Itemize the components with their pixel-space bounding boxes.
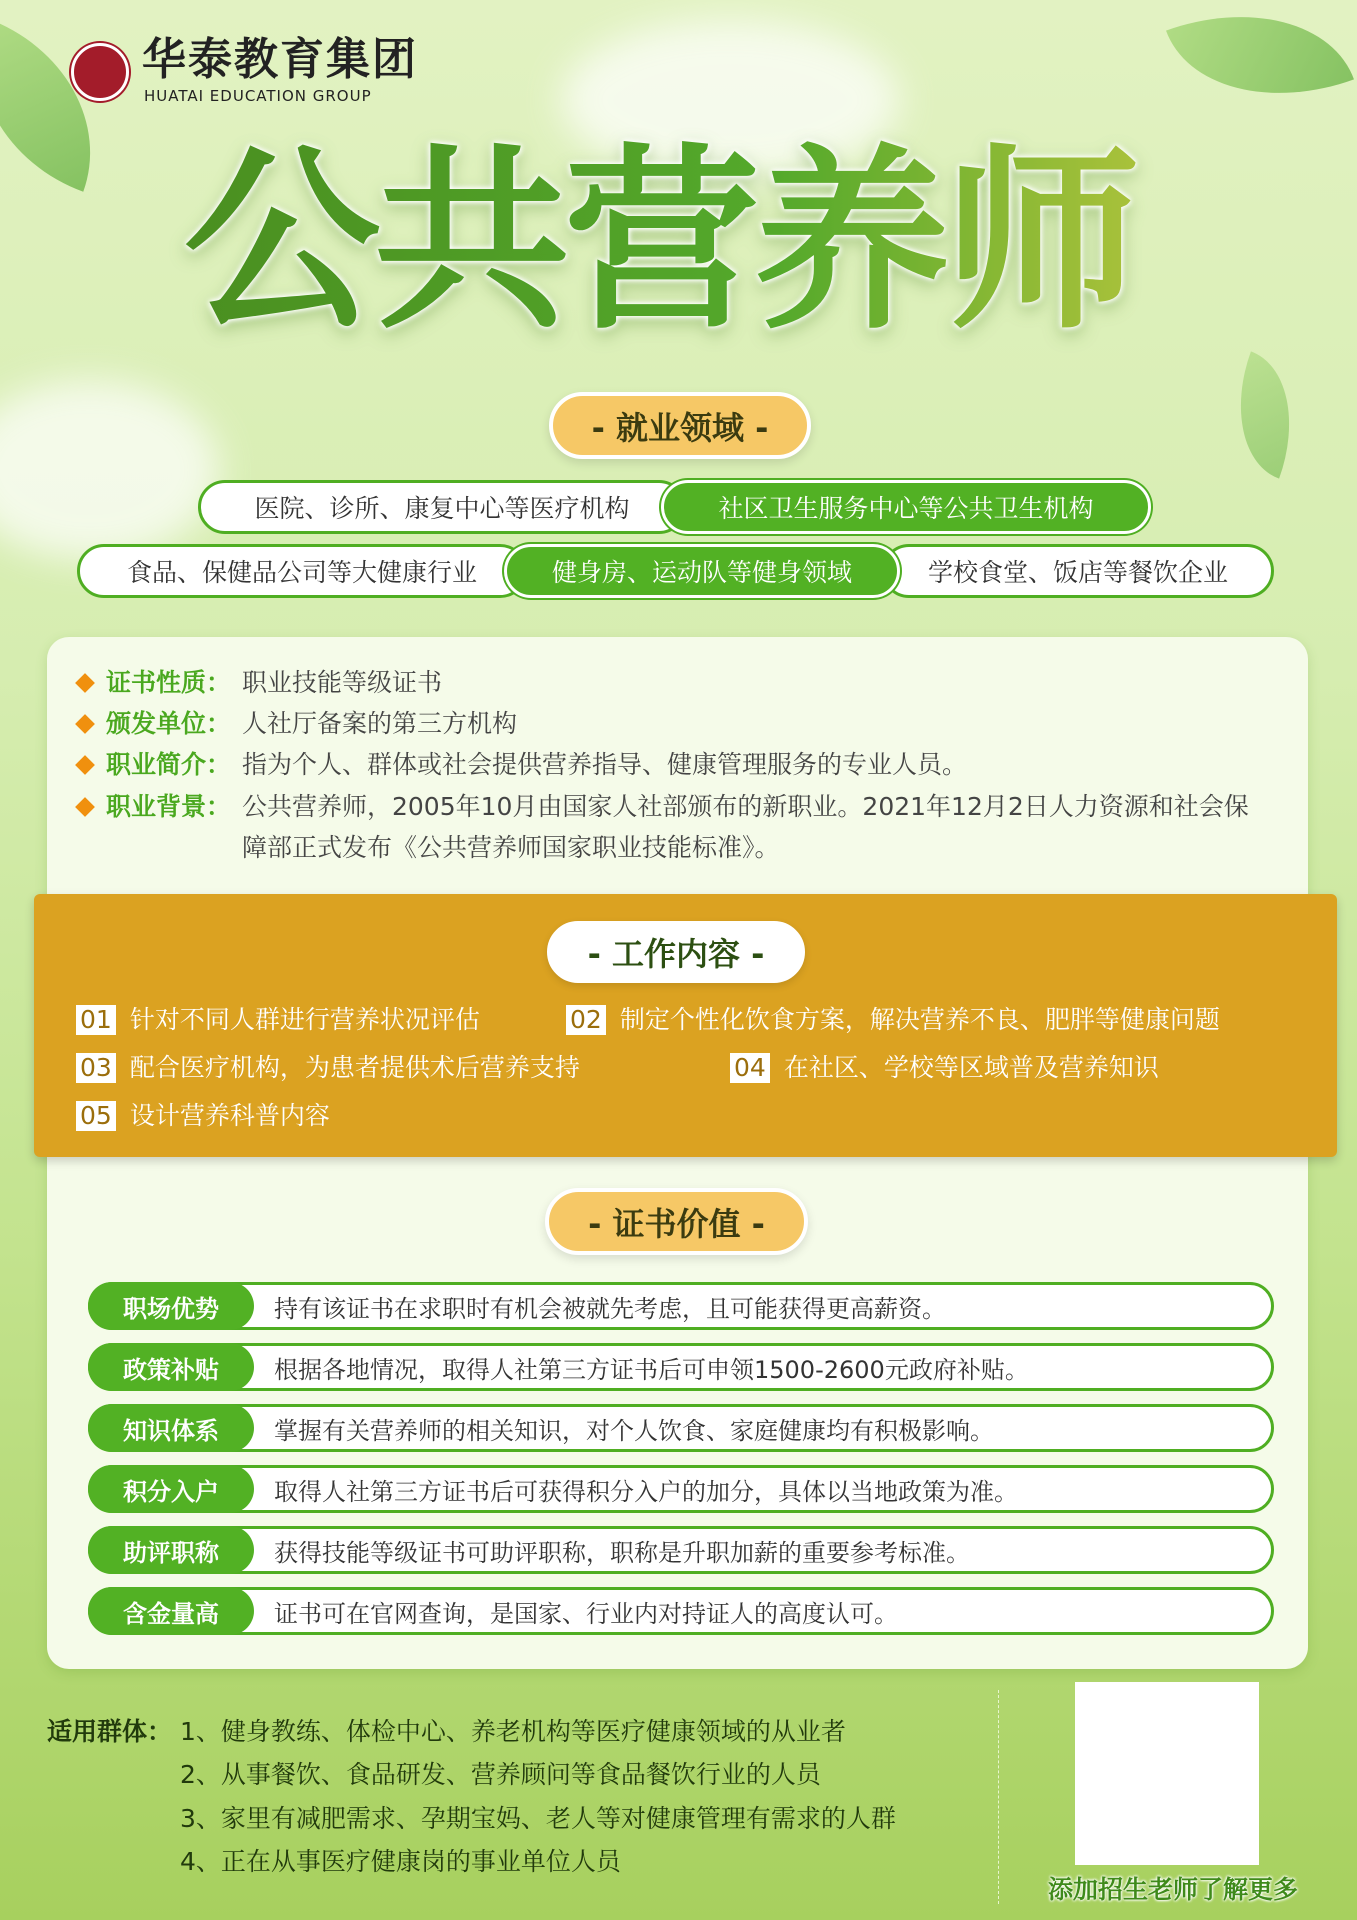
divider (998, 1690, 999, 1904)
audience-item: 2、从事餐饮、食品研发、营养顾问等食品餐饮行业的人员 (180, 1760, 821, 1789)
qr-caption: 添加招生老师了解更多 (1047, 1875, 1298, 1904)
value-text: 持有该证书在求职时有机会被就先考虑，且可能获得更高薪资。 (274, 1294, 946, 1323)
value-text: 根据各地情况，取得人社第三方证书后可申领1500-2600元政府补贴。 (274, 1355, 1029, 1384)
value-tag: 职场优势 (88, 1282, 254, 1330)
value-tag: 助评职称 (88, 1526, 254, 1574)
work-text: 制定个性化饮食方案，解决营养不良、肥胖等健康问题 (619, 1005, 1220, 1034)
work-num: 03 (76, 1053, 116, 1083)
info-label: 颁发单位： (106, 709, 232, 738)
brand-name: 华泰教育集团 (142, 34, 418, 85)
value-row (88, 1343, 1274, 1391)
cloud-decoration (0, 380, 220, 560)
qr-code[interactable] (1075, 1682, 1259, 1865)
audience-label: 适用群体： (47, 1717, 173, 1746)
leaf-decoration (1166, 0, 1354, 134)
info-value: 公共营养师，2005年10月由国家人社部颁布的新职业。2021年12月2日人力资源和社会保障部正式发布《公共营养师国家职业技能标准》。 (242, 792, 1249, 862)
value-text: 取得人社第三方证书后可获得积分入户的加分，具体以当地政策为准。 (274, 1477, 1018, 1506)
work-item (76, 1004, 480, 1036)
value-tag: 政策补贴 (88, 1343, 254, 1391)
work-num: 04 (730, 1053, 770, 1083)
diamond-icon (75, 673, 95, 693)
work-num: 05 (76, 1101, 116, 1131)
value-row (88, 1465, 1274, 1513)
work-item (76, 1100, 330, 1132)
value-row (88, 1587, 1274, 1635)
diamond-icon (75, 714, 95, 734)
field-pill: 食品、保健品公司等大健康行业 (77, 544, 527, 598)
info-value: 指为个人、群体或社会提供营养指导、健康管理服务的专业人员。 (242, 750, 968, 779)
brand-name-en: HUATAI EDUCATION GROUP (144, 87, 372, 105)
audience-item: 3、家里有减肥需求、孕期宝妈、老人等对健康管理有需求的人群 (180, 1804, 896, 1833)
work-item (566, 1004, 1220, 1036)
work-num: 01 (76, 1005, 116, 1035)
value-text: 掌握有关营养师的相关知识，对个人饮食、家庭健康均有积极影响。 (274, 1416, 994, 1445)
info-item (78, 703, 1272, 744)
employment-heading: - 就业领域 - (549, 392, 811, 459)
work-item (76, 1052, 580, 1084)
work-text: 针对不同人群进行营养状况评估 (129, 1005, 480, 1034)
work-heading: - 工作内容 - (547, 921, 805, 983)
value-row (88, 1404, 1274, 1452)
info-item (78, 786, 1272, 868)
value-row (88, 1526, 1274, 1574)
value-tag: 积分入户 (88, 1465, 254, 1513)
audience-item: 1、健身教练、体检中心、养老机构等医疗健康领域的从业者 (180, 1717, 846, 1746)
work-text: 设计营养科普内容 (129, 1101, 330, 1130)
value-text: 获得技能等级证书可助评职称，职称是升职加薪的重要参考标准。 (274, 1538, 970, 1567)
diamond-icon (75, 755, 95, 775)
value-heading: - 证书价值 - (545, 1188, 808, 1255)
info-label: 职业背景： (106, 792, 232, 821)
diamond-icon (75, 797, 95, 817)
info-label: 证书性质： (106, 668, 232, 697)
audience-item: 4、正在从事医疗健康岗的事业单位人员 (180, 1847, 621, 1876)
info-item (78, 662, 1272, 703)
field-pill: 学校食堂、饭店等餐饮企业 (882, 544, 1274, 598)
value-text: 证书可在官网查询，是国家、行业内对持证人的高度认可。 (274, 1599, 898, 1628)
value-tag: 知识体系 (88, 1404, 254, 1452)
field-pill: 健身房、运动队等健身领域 (504, 544, 900, 598)
value-row (88, 1282, 1274, 1330)
work-text: 配合医疗机构，为患者提供术后营养支持 (129, 1053, 580, 1082)
field-pill: 社区卫生服务中心等公共卫生机构 (661, 480, 1151, 534)
info-label: 职业简介： (106, 750, 232, 779)
work-num: 02 (566, 1005, 606, 1035)
info-item (78, 744, 1272, 785)
work-item (730, 1052, 1159, 1084)
work-text: 在社区、学校等区域普及营养知识 (783, 1053, 1159, 1082)
info-value: 人社厅备案的第三方机构 (242, 709, 518, 738)
logo-icon (71, 43, 129, 101)
field-pill: 医院、诊所、康复中心等医疗机构 (198, 480, 686, 534)
page-title: 公共营养师 (184, 130, 1174, 354)
info-value: 职业技能等级证书 (242, 668, 443, 697)
value-tag: 含金量高 (88, 1587, 254, 1635)
leaf-decoration (1213, 351, 1316, 478)
